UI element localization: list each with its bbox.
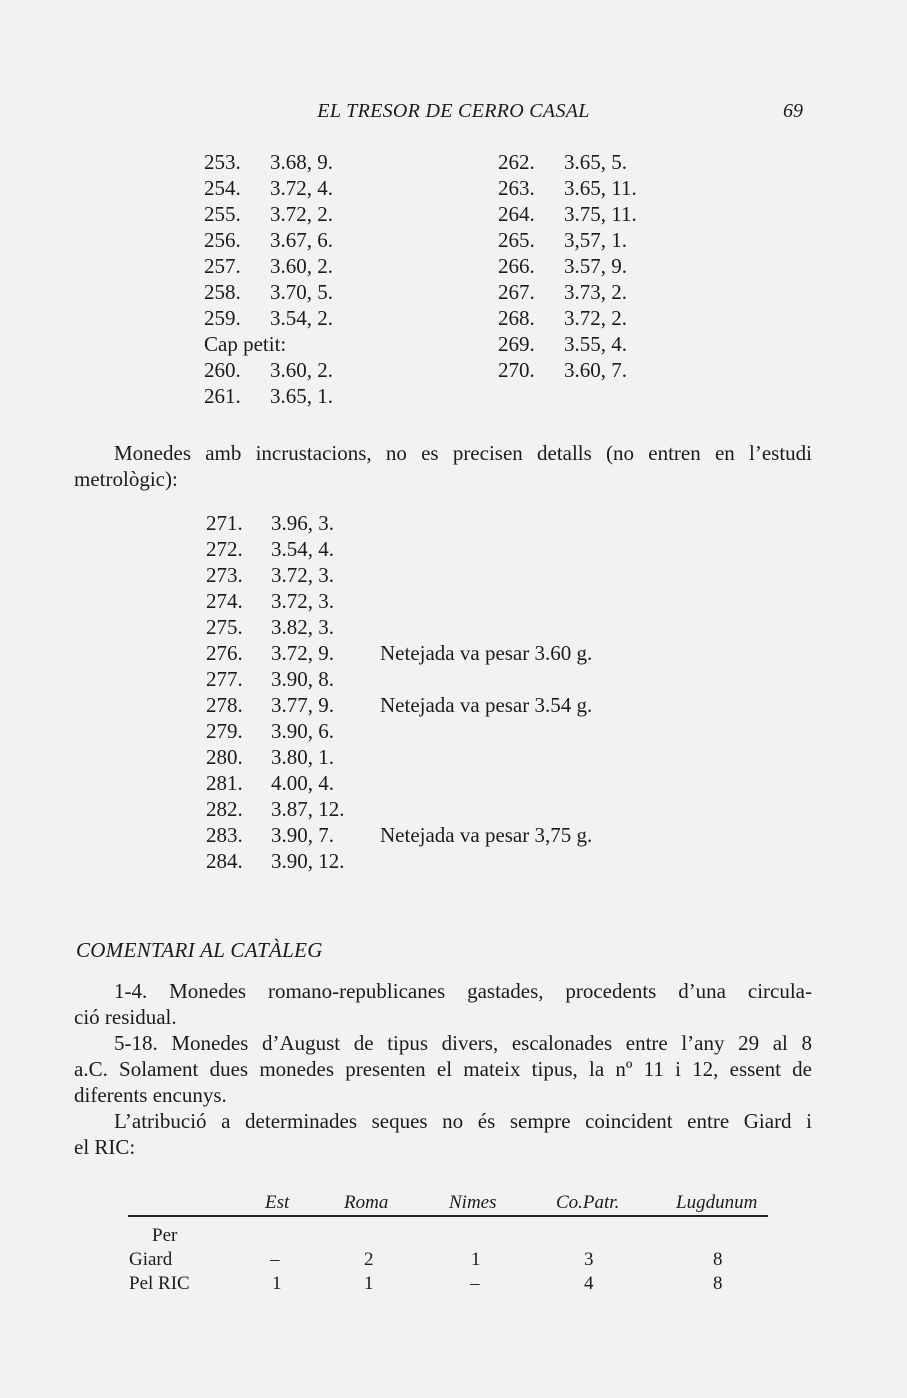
catalog-number: 255. [204, 202, 241, 226]
catalog-value: 3.72, 4. [270, 176, 333, 200]
table-rule [128, 1215, 768, 1217]
catalog-value: 3.80, 1. [271, 745, 334, 769]
catalog-number: 278. [206, 693, 243, 717]
catalog-number: 256. [204, 228, 241, 252]
catalog-number: 266. [498, 254, 535, 278]
incrustacions-paragraph [74, 440, 812, 492]
table-header: Lugdunum [676, 1192, 758, 1213]
catalog-value: 3.75, 11. [564, 202, 637, 226]
commentary-paragraph [74, 1108, 812, 1160]
paragraph-line: metrològic): [74, 467, 178, 491]
catalog-value: 3.55, 4. [564, 332, 627, 356]
table-header: Co.Patr. [556, 1192, 620, 1213]
cleaning-note: Netejada va pesar 3,75 g. [380, 823, 593, 847]
catalog-value: 3.77, 9. [271, 693, 334, 717]
catalog-value: 3.82, 3. [271, 615, 334, 639]
catalog-number: 259. [204, 306, 241, 330]
catalog-value: 4.00, 4. [271, 771, 334, 795]
row-label-prefix: Per [152, 1225, 178, 1246]
table-cell: 8 [713, 1249, 723, 1270]
catalog-value: 3.54, 4. [271, 537, 334, 561]
table-cell: 2 [364, 1249, 374, 1270]
catalog-number: 262. [498, 150, 535, 174]
cleaning-note: Netejada va pesar 3.54 g. [380, 693, 593, 717]
catalog-value: 3.57, 9. [564, 254, 627, 278]
catalog-number: 264. [498, 202, 535, 226]
paragraph-line: diferents encunys. [74, 1083, 227, 1107]
catalog-value: 3.67, 6. [270, 228, 333, 252]
catalog-number: 275. [206, 615, 243, 639]
table-cell: 4 [584, 1273, 594, 1294]
running-header-title: EL TRESOR DE CERRO CASAL [317, 100, 590, 122]
table-cell: 8 [713, 1273, 723, 1294]
paragraph-line: 1-4. Monedes romano-republicanes gastades, procedents d’una circula- [114, 979, 812, 1003]
catalog-number: 281. [206, 771, 243, 795]
paragraph-line: a.C. Solament dues monedes presenten el mateix tipus, la nº 11 i 12, essent de [74, 1057, 812, 1081]
catalog-number: 260. [204, 358, 241, 382]
paragraph-line: el RIC: [74, 1135, 136, 1159]
table-cell: 1 [364, 1273, 374, 1294]
catalog-value: 3.68, 9. [270, 150, 333, 174]
table-cell: 1 [471, 1249, 481, 1270]
catalog-number: 276. [206, 641, 243, 665]
catalog-value: 3.72, 3. [271, 589, 334, 613]
catalog-value: 3.96, 3. [271, 511, 334, 535]
table-cell: – [270, 1249, 280, 1270]
catalog-value: 3.65, 11. [564, 176, 637, 200]
catalog-number: 270. [498, 358, 535, 382]
paragraph-line: Monedes amb incrustacions, no es precisen detalls (no entren en l’estudi [114, 441, 812, 465]
catalog-number: 269. [498, 332, 535, 356]
row-label: Pel RIC [129, 1273, 190, 1294]
row-label: Giard [129, 1249, 173, 1270]
paragraph-line: ció residual. [74, 1005, 177, 1029]
catalog-number: 273. [206, 563, 243, 587]
catalog-value: 3.54, 2. [270, 306, 333, 330]
table-header: Nimes [449, 1192, 497, 1213]
catalog-number: 258. [204, 280, 241, 304]
catalog-number: 274. [206, 589, 243, 613]
catalog-value: 3.73, 2. [564, 280, 627, 304]
catalog-number: 271. [206, 511, 243, 535]
catalog-value: 3.90, 8. [271, 667, 334, 691]
catalog-number: 254. [204, 176, 241, 200]
catalog-number: 263. [498, 176, 535, 200]
page-number: 69 [783, 100, 803, 122]
paragraph-line: 5-18. Monedes d’August de tipus divers, escalonades entre l’any 29 al 8 [114, 1031, 812, 1055]
catalog-number: 279. [206, 719, 243, 743]
catalog-value: 3.90, 6. [271, 719, 334, 743]
cleaning-note: Netejada va pesar 3.60 g. [380, 641, 593, 665]
catalog-value: 3.70, 5. [270, 280, 333, 304]
catalog-number: 253. [204, 150, 241, 174]
table-header: Roma [344, 1192, 389, 1213]
catalog-value: 3.72, 3. [271, 563, 334, 587]
section-title: COMENTARI AL CATÀLEG [76, 938, 323, 962]
catalog-value: 3.60, 7. [564, 358, 627, 382]
catalog-value: 3.65, 5. [564, 150, 627, 174]
catalog-value: 3.90, 12. [271, 849, 345, 873]
commentary-paragraph [74, 978, 812, 1030]
catalog-number: 283. [206, 823, 243, 847]
catalog-number: 267. [498, 280, 535, 304]
cap-petit-label: Cap petit: [204, 332, 287, 356]
catalog-value: 3.72, 2. [564, 306, 627, 330]
table-cell: 3 [584, 1249, 594, 1270]
catalog-number: 257. [204, 254, 241, 278]
catalog-value: 3,57, 1. [564, 228, 627, 252]
catalog-value: 3.65, 1. [270, 384, 333, 408]
catalog-number: 272. [206, 537, 243, 561]
catalog-value: 3.72, 2. [270, 202, 333, 226]
catalog-number: 282. [206, 797, 243, 821]
table-cell: – [470, 1273, 480, 1294]
catalog-value: 3.87, 12. [271, 797, 345, 821]
catalog-value: 3.72, 9. [271, 641, 334, 665]
catalog-value: 3.90, 7. [271, 823, 334, 847]
catalog-number: 280. [206, 745, 243, 769]
catalog-number: 261. [204, 384, 241, 408]
commentary-paragraph [74, 1030, 812, 1108]
table-cell: 1 [272, 1273, 282, 1294]
table-header: Est [265, 1192, 290, 1213]
catalog-number: 277. [206, 667, 243, 691]
paragraph-line: L’atribució a determinades seques no és sempre coincident entre Giard i [114, 1109, 812, 1133]
catalog-number: 284. [206, 849, 243, 873]
catalog-value: 3.60, 2. [270, 254, 333, 278]
catalog-number: 268. [498, 306, 535, 330]
catalog-number: 265. [498, 228, 535, 252]
catalog-value: 3.60, 2. [270, 358, 333, 382]
